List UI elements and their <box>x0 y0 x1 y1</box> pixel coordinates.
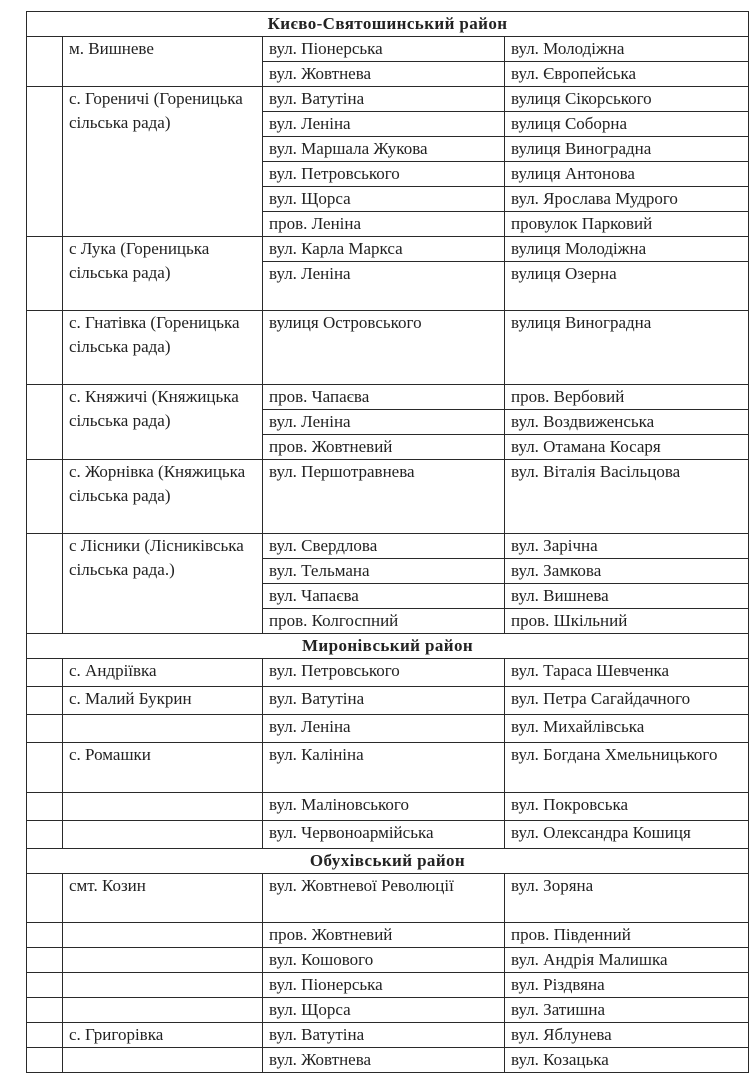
old-street-cell: вул. Жовтнева <box>263 62 505 87</box>
old-street-cell: вул. Піонерська <box>263 973 505 998</box>
old-street-cell: вул. Першотравнева <box>263 460 505 534</box>
settlement-cell: с. Гореничі (Гореницька сільська рада) <box>63 87 263 237</box>
old-street-cell: вулиця Островського <box>263 311 505 385</box>
settlement-cell <box>63 923 263 948</box>
new-street-cell: вул. Затишна <box>505 998 749 1023</box>
table-row <box>27 874 749 923</box>
index-cell <box>27 874 63 923</box>
new-street-cell: вул. Зоряна <box>505 874 749 923</box>
table-row <box>27 1023 749 1048</box>
new-street-cell: вул. Богдана Хмельницького <box>505 743 749 793</box>
new-street-cell: пров. Шкільний <box>505 609 749 634</box>
new-street-cell: вул. Петра Сагайдачного <box>505 687 749 715</box>
table-row <box>27 87 749 112</box>
old-street-cell: вул. Щорса <box>263 187 505 212</box>
table-row <box>27 687 749 715</box>
table-row <box>27 311 749 385</box>
new-street-cell: вул. Тараса Шевченка <box>505 659 749 687</box>
table-row <box>27 973 749 998</box>
index-cell <box>27 1048 63 1073</box>
new-street-cell: вулиця Виноградна <box>505 311 749 385</box>
table-row <box>27 948 749 973</box>
new-street-cell: вулиця Молодіжна <box>505 237 749 262</box>
new-street-cell: вулиця Виноградна <box>505 137 749 162</box>
settlement-cell: с. Ромашки <box>63 743 263 793</box>
settlement-cell <box>63 793 263 821</box>
index-cell <box>27 659 63 687</box>
district-header-row <box>27 634 749 659</box>
index-cell <box>27 948 63 973</box>
new-street-cell: вулиця Антонова <box>505 162 749 187</box>
old-street-cell: вул. Піонерська <box>263 37 505 62</box>
old-street-cell: вул. Жовтневої Революції <box>263 874 505 923</box>
district-header-row <box>27 12 749 37</box>
old-street-cell: вул. Петровського <box>263 162 505 187</box>
old-street-cell: вул. Щорса <box>263 998 505 1023</box>
old-street-cell: пров. Леніна <box>263 212 505 237</box>
new-street-cell: вул. Ярослава Мудрого <box>505 187 749 212</box>
table-row <box>27 998 749 1023</box>
table-row <box>27 1048 749 1073</box>
street-renaming-table <box>26 11 749 1073</box>
settlement-cell: с Лісники (Лісниківська сільська рада.) <box>63 534 263 634</box>
index-cell <box>27 534 63 634</box>
old-street-cell: пров. Жовтневий <box>263 435 505 460</box>
table-row <box>27 37 749 62</box>
old-street-cell: вул. Карла Маркса <box>263 237 505 262</box>
old-street-cell: вул. Леніна <box>263 715 505 743</box>
new-street-cell: вул. Замкова <box>505 559 749 584</box>
settlement-cell <box>63 1048 263 1073</box>
old-street-cell: вул. Маліновського <box>263 793 505 821</box>
new-street-cell: вул. Покровська <box>505 793 749 821</box>
old-street-cell: вул. Маршала Жукова <box>263 137 505 162</box>
new-street-cell: вул. Різдвяна <box>505 973 749 998</box>
old-street-cell: вул. Кошового <box>263 948 505 973</box>
table-row <box>27 821 749 849</box>
old-street-cell: вул. Чапаєва <box>263 584 505 609</box>
index-cell <box>27 743 63 793</box>
index-cell <box>27 385 63 460</box>
new-street-cell: вул. Отамана Косаря <box>505 435 749 460</box>
table-row <box>27 460 749 534</box>
index-cell <box>27 237 63 311</box>
new-street-cell: вулиця Соборна <box>505 112 749 137</box>
district-header-row <box>27 849 749 874</box>
old-street-cell: вул. Ватутіна <box>263 1023 505 1048</box>
index-cell <box>27 1023 63 1048</box>
settlement-cell: с Лука (Гореницька сільська рада) <box>63 237 263 311</box>
settlement-cell <box>63 715 263 743</box>
settlement-cell: с. Княжичі (Княжицька сільська рада) <box>63 385 263 460</box>
settlement-cell: смт. Козин <box>63 874 263 923</box>
old-street-cell: вул. Леніна <box>263 112 505 137</box>
index-cell <box>27 715 63 743</box>
old-street-cell: вул. Свердлова <box>263 534 505 559</box>
new-street-cell: вул. Олександра Кошиця <box>505 821 749 849</box>
district-name: Києво-Святошинський район <box>27 12 749 37</box>
settlement-cell <box>63 821 263 849</box>
new-street-cell: вул. Козацька <box>505 1048 749 1073</box>
old-street-cell: вул. Тельмана <box>263 559 505 584</box>
new-street-cell: пров. Вербовий <box>505 385 749 410</box>
new-street-cell: вул. Молодіжна <box>505 37 749 62</box>
table-row <box>27 923 749 948</box>
settlement-cell: с. Андріївка <box>63 659 263 687</box>
new-street-cell: вулиця Сікорського <box>505 87 749 112</box>
table-row <box>27 659 749 687</box>
old-street-cell: пров. Жовтневий <box>263 923 505 948</box>
new-street-cell: вул. Віталія Васільцова <box>505 460 749 534</box>
index-cell <box>27 923 63 948</box>
new-street-cell: вул. Вишнева <box>505 584 749 609</box>
new-street-cell: вулиця Озерна <box>505 262 749 311</box>
settlement-cell <box>63 998 263 1023</box>
new-street-cell: вул. Михайлівська <box>505 715 749 743</box>
index-cell <box>27 687 63 715</box>
index-cell <box>27 998 63 1023</box>
new-street-cell: вул. Зарічна <box>505 534 749 559</box>
new-street-cell: вул. Яблунева <box>505 1023 749 1048</box>
settlement-cell: с. Малий Букрин <box>63 687 263 715</box>
old-street-cell: вул. Ватутіна <box>263 687 505 715</box>
settlement-cell: с. Григорівка <box>63 1023 263 1048</box>
new-street-cell: пров. Південний <box>505 923 749 948</box>
table-row <box>27 237 749 262</box>
index-cell <box>27 460 63 534</box>
document-page <box>26 11 748 1073</box>
old-street-cell: вул. Калініна <box>263 743 505 793</box>
index-cell <box>27 821 63 849</box>
district-name: Обухівський район <box>27 849 749 874</box>
table-row <box>27 715 749 743</box>
settlement-cell: м. Вишневе <box>63 37 263 87</box>
settlement-cell: с. Жорнівка (Княжицька сільська рада) <box>63 460 263 534</box>
index-cell <box>27 973 63 998</box>
new-street-cell: вул. Європейська <box>505 62 749 87</box>
district-name: Миронівський район <box>27 634 749 659</box>
old-street-cell: вул. Леніна <box>263 262 505 311</box>
old-street-cell: вул. Червоноармійська <box>263 821 505 849</box>
settlement-cell <box>63 973 263 998</box>
new-street-cell: вул. Андрія Малишка <box>505 948 749 973</box>
index-cell <box>27 37 63 87</box>
table-row <box>27 534 749 559</box>
new-street-cell: провулок Парковий <box>505 212 749 237</box>
settlement-cell <box>63 948 263 973</box>
old-street-cell: вул. Петровського <box>263 659 505 687</box>
old-street-cell: вул. Жовтнева <box>263 1048 505 1073</box>
new-street-cell: вул. Воздвиженська <box>505 410 749 435</box>
index-cell <box>27 311 63 385</box>
old-street-cell: вул. Леніна <box>263 410 505 435</box>
old-street-cell: вул. Ватутіна <box>263 87 505 112</box>
old-street-cell: пров. Чапаєва <box>263 385 505 410</box>
index-cell <box>27 87 63 237</box>
table-row <box>27 743 749 793</box>
settlement-cell: с. Гнатівка (Гореницька сільська рада) <box>63 311 263 385</box>
table-row <box>27 385 749 410</box>
old-street-cell: пров. Колгоспний <box>263 609 505 634</box>
table-row <box>27 793 749 821</box>
index-cell <box>27 793 63 821</box>
